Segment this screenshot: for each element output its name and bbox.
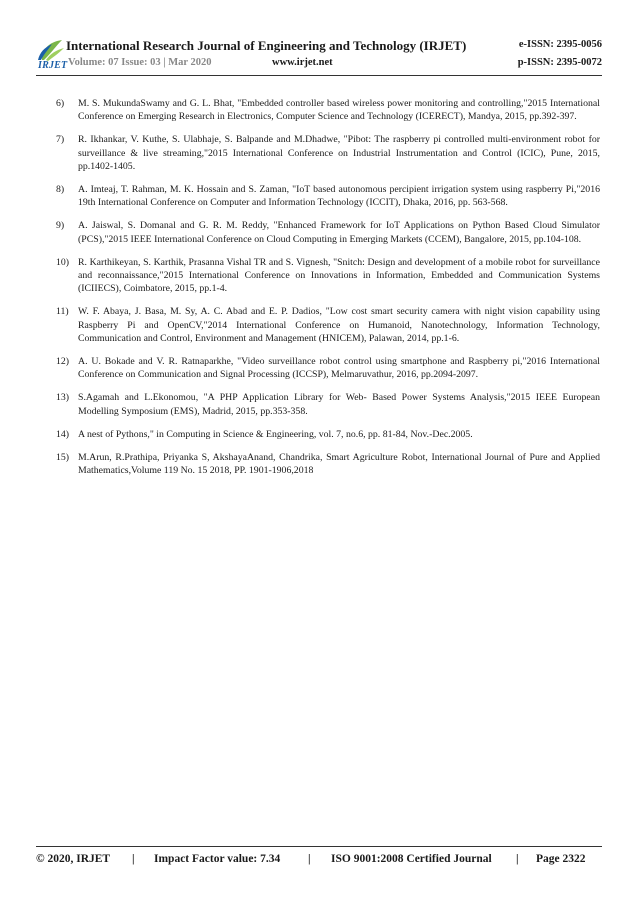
reference-item xyxy=(56,305,600,345)
footer-impact-factor: Impact Factor value: 7.34 xyxy=(154,853,281,865)
reference-text: S.Agamah and L.Ekonomou, "A PHP Application Library for Web- Based Power Systems Analysis,"2015 IEEE European Modelling Symposium (EMS), Madrid, 2015, pp.353-358. xyxy=(78,392,600,417)
volume-issue: Volume: 07 Issue: 03 | Mar 2020 xyxy=(68,57,212,68)
footer-separator: | xyxy=(308,853,311,865)
reference-text: M. S. MukundaSwamy and G. L. Bhat, "Embedded controller based wireless power monitoring and controlling,"2015 International Conference on Emerging Research in Electronics, Computer Science and Technology (ICERECT), Mandya, 2015, pp.392-397. xyxy=(78,98,600,123)
reference-item xyxy=(56,355,600,381)
reference-item xyxy=(56,97,600,123)
reference-number: 9) xyxy=(56,220,65,232)
reference-text: A nest of Pythons," in Computing in Science & Engineering, vol. 7, no.6, pp. 81-84, Nov.-Dec.2005. xyxy=(78,428,473,440)
footer-iso: ISO 9001:2008 Certified Journal xyxy=(331,853,492,865)
footer-separator: | xyxy=(516,853,519,865)
reference-item xyxy=(56,451,600,477)
footer-separator: | xyxy=(132,853,135,865)
logo-text: IRJET xyxy=(38,60,68,71)
reference-number: 7) xyxy=(56,134,65,146)
reference-text: R. Ikhankar, V. Kuthe, S. Ulabhaje, S. Balpande and M.Dhadwe, "Pibot: The raspberry pi controlled multi-environment robot for surveillance & live streaming,"2015 International Conference on Industrial Instrumentation and Control (ICIC), Pune, 2015, pp.1402-1405. xyxy=(78,134,600,172)
p-issn: p-ISSN: 2395-0072 xyxy=(517,57,602,68)
reference-text: R. Karthikeyan, S. Karthik, Prasanna Vishal TR and S. Vignesh, "Snitch: Design and development of a mobile robot for surveillance and reconnaissance,"2015 International Conference on Innovations in Information, Embedded and Communication Systems (ICIIECS), Coimbatore, 2015, pp.1-4. xyxy=(78,256,600,295)
footer-page-number: Page 2322 xyxy=(536,853,586,865)
reference-item xyxy=(56,133,600,173)
leaf-icon xyxy=(36,38,66,62)
reference-item xyxy=(56,256,600,296)
reference-number: 10) xyxy=(56,256,70,268)
reference-text: M.Arun, R.Prathipa, Priyanka S, AkshayaAnand, Chandrika, Smart Agriculture Robot, International Journal of Pure and Applied Mathematics,Volume 119 No. 15 2018, PP. 1901-1906,2018 xyxy=(78,452,600,477)
reference-text: A. Jaiswal, S. Domanal and G. R. M. Reddy, "Enhanced Framework for IoT Applications on Python Based Cloud Simulator (PCS),"2015 IEEE International Conference on Cloud Computing in Emerging Markets (CCEM), Bangalore, 2015, pp.104-108. xyxy=(78,220,600,245)
reference-list xyxy=(56,97,600,487)
reference-text: A. U. Bokade and V. R. Ratnaparkhe, "Video surveillance robot control using smartphone and Raspberry pi,"2016 International Conference on Communication and Signal Processing (ICCSP), Melmaruvathur, 2016, pp.2094-2097. xyxy=(78,356,600,381)
reference-number: 12) xyxy=(56,356,70,368)
header-divider xyxy=(36,75,602,76)
journal-title: International Research Journal of Engineering and Technology (IRJET) xyxy=(66,38,467,53)
reference-item xyxy=(56,391,600,417)
reference-number: 14) xyxy=(56,428,70,440)
reference-number: 13) xyxy=(56,392,70,404)
e-issn: e-ISSN: 2395-0056 xyxy=(518,39,602,50)
journal-website[interactable]: www.irjet.net xyxy=(272,57,333,68)
reference-item xyxy=(56,428,600,441)
reference-text: W. F. Abaya, J. Basa, M. Sy, A. C. Abad and E. P. Dadios, "Low cost smart security camera with night vision capability using Raspberry Pi and OpenCV,"2014 International Conference on Humanoid, Nanotechnology, Information Technology, Communication and Control, Environment and Management (HNICEM), Palawan, 2014, pp.1-6. xyxy=(78,306,600,344)
reference-number: 15) xyxy=(56,452,70,464)
irjet-logo xyxy=(36,38,66,74)
reference-text: A. Imteaj, T. Rahman, M. K. Hossain and S. Zaman, "IoT based autonomous percipient irrigation system using raspberry Pi,"2016 19th International Conference on Computer and Information Technology (ICCIT), Dhaka, 2016, pp. 563-568. xyxy=(78,184,600,209)
reference-item xyxy=(56,183,600,209)
reference-number: 11) xyxy=(56,306,69,318)
reference-number: 8) xyxy=(56,184,65,196)
reference-item xyxy=(56,219,600,245)
reference-number: 6) xyxy=(56,98,65,109)
footer-divider xyxy=(36,846,602,847)
page-header xyxy=(36,38,602,74)
footer-copyright: © 2020, IRJET xyxy=(36,853,111,865)
